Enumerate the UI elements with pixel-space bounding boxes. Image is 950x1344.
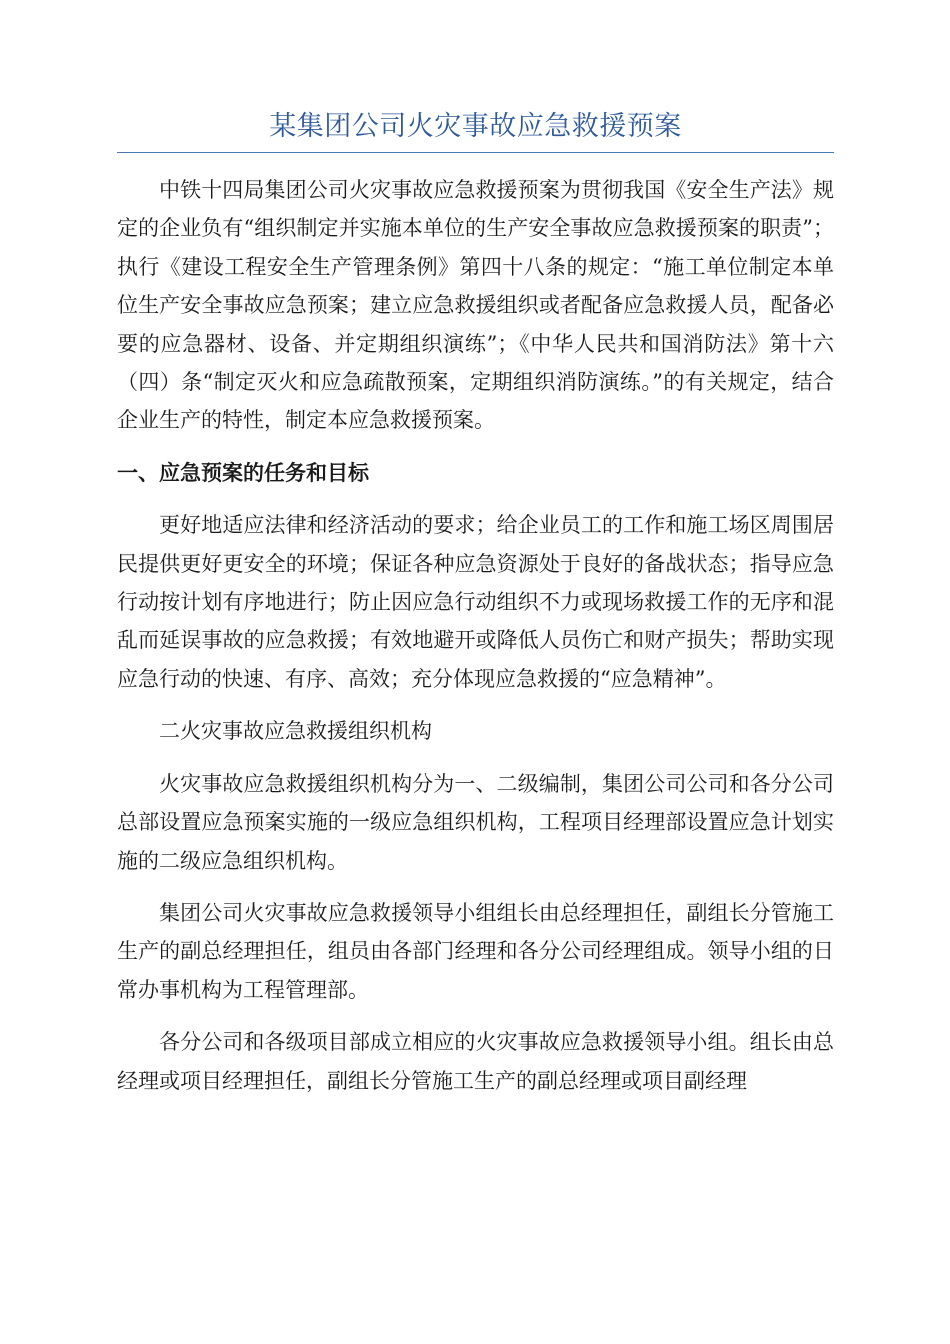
document-title: 某集团公司火灾事故应急救援预案 — [117, 108, 834, 153]
intro-paragraph: 中铁十四局集团公司火灾事故应急救援预案为贯彻我国《安全生产法》规定的企业负有“组织制定并实施本单位的生产安全事故应急救援预案的职责”；执行《建设工程安全生产管理条例》第四十八条的规定：“施工单位制定本单位生产安全事故应急预案；建立应急救援组织或者配备应急救援人员，配备必要的应急器材、设备、并定期组织演练”；《中华人民共和国消防法》第十六（四）条“制定灭火和应急疏散预案，定期组织消防演练。”的有关规定，结合企业生产的特性，制定本应急救援预案。 — [117, 178, 834, 433]
section-2-paragraph-3: 各分公司和各级项目部成立相应的火灾事故应急救援领导小组。组长由总经理或项目经理担任，副组长分管施工生产的副总经理或项目副经理 — [117, 1030, 834, 1093]
section-2-heading: 二火灾事故应急救援组织机构 — [159, 719, 432, 744]
section-1-heading: 一、应急预案的任务和目标 — [117, 460, 369, 485]
section-2-paragraph-2: 集团公司火灾事故应急救援领导小组组长由总经理担任，副组长分管施工生产的副总经理担任，组员由各部门经理和各分公司经理组成。领导小组的日常办事机构为工程管理部。 — [117, 900, 834, 1002]
section-2-paragraph-1: 火灾事故应急救援组织机构分为一、二级编制，集团公司公司和各分公司总部设置应急预案实施的一级应急组织机构，工程项目经理部设置应急计划实施的二级应急组织机构。 — [117, 771, 834, 873]
section-1-paragraph: 更好地适应法律和经济活动的要求；给企业员工的工作和施工场区周围居民提供更好更安全的环境；保证各种应急资源处于良好的备战状态；指导应急行动按计划有序地进行；防止因应急行动组织不力或现场救援工作的无序和混乱而延误事故的应急救援；有效地避开或降低人员伤亡和财产损失；帮助实现应急行动的快速、有序、高效；充分体现应急救援的“应急精神”。 — [117, 513, 834, 691]
document-page — [117, 108, 834, 1100]
